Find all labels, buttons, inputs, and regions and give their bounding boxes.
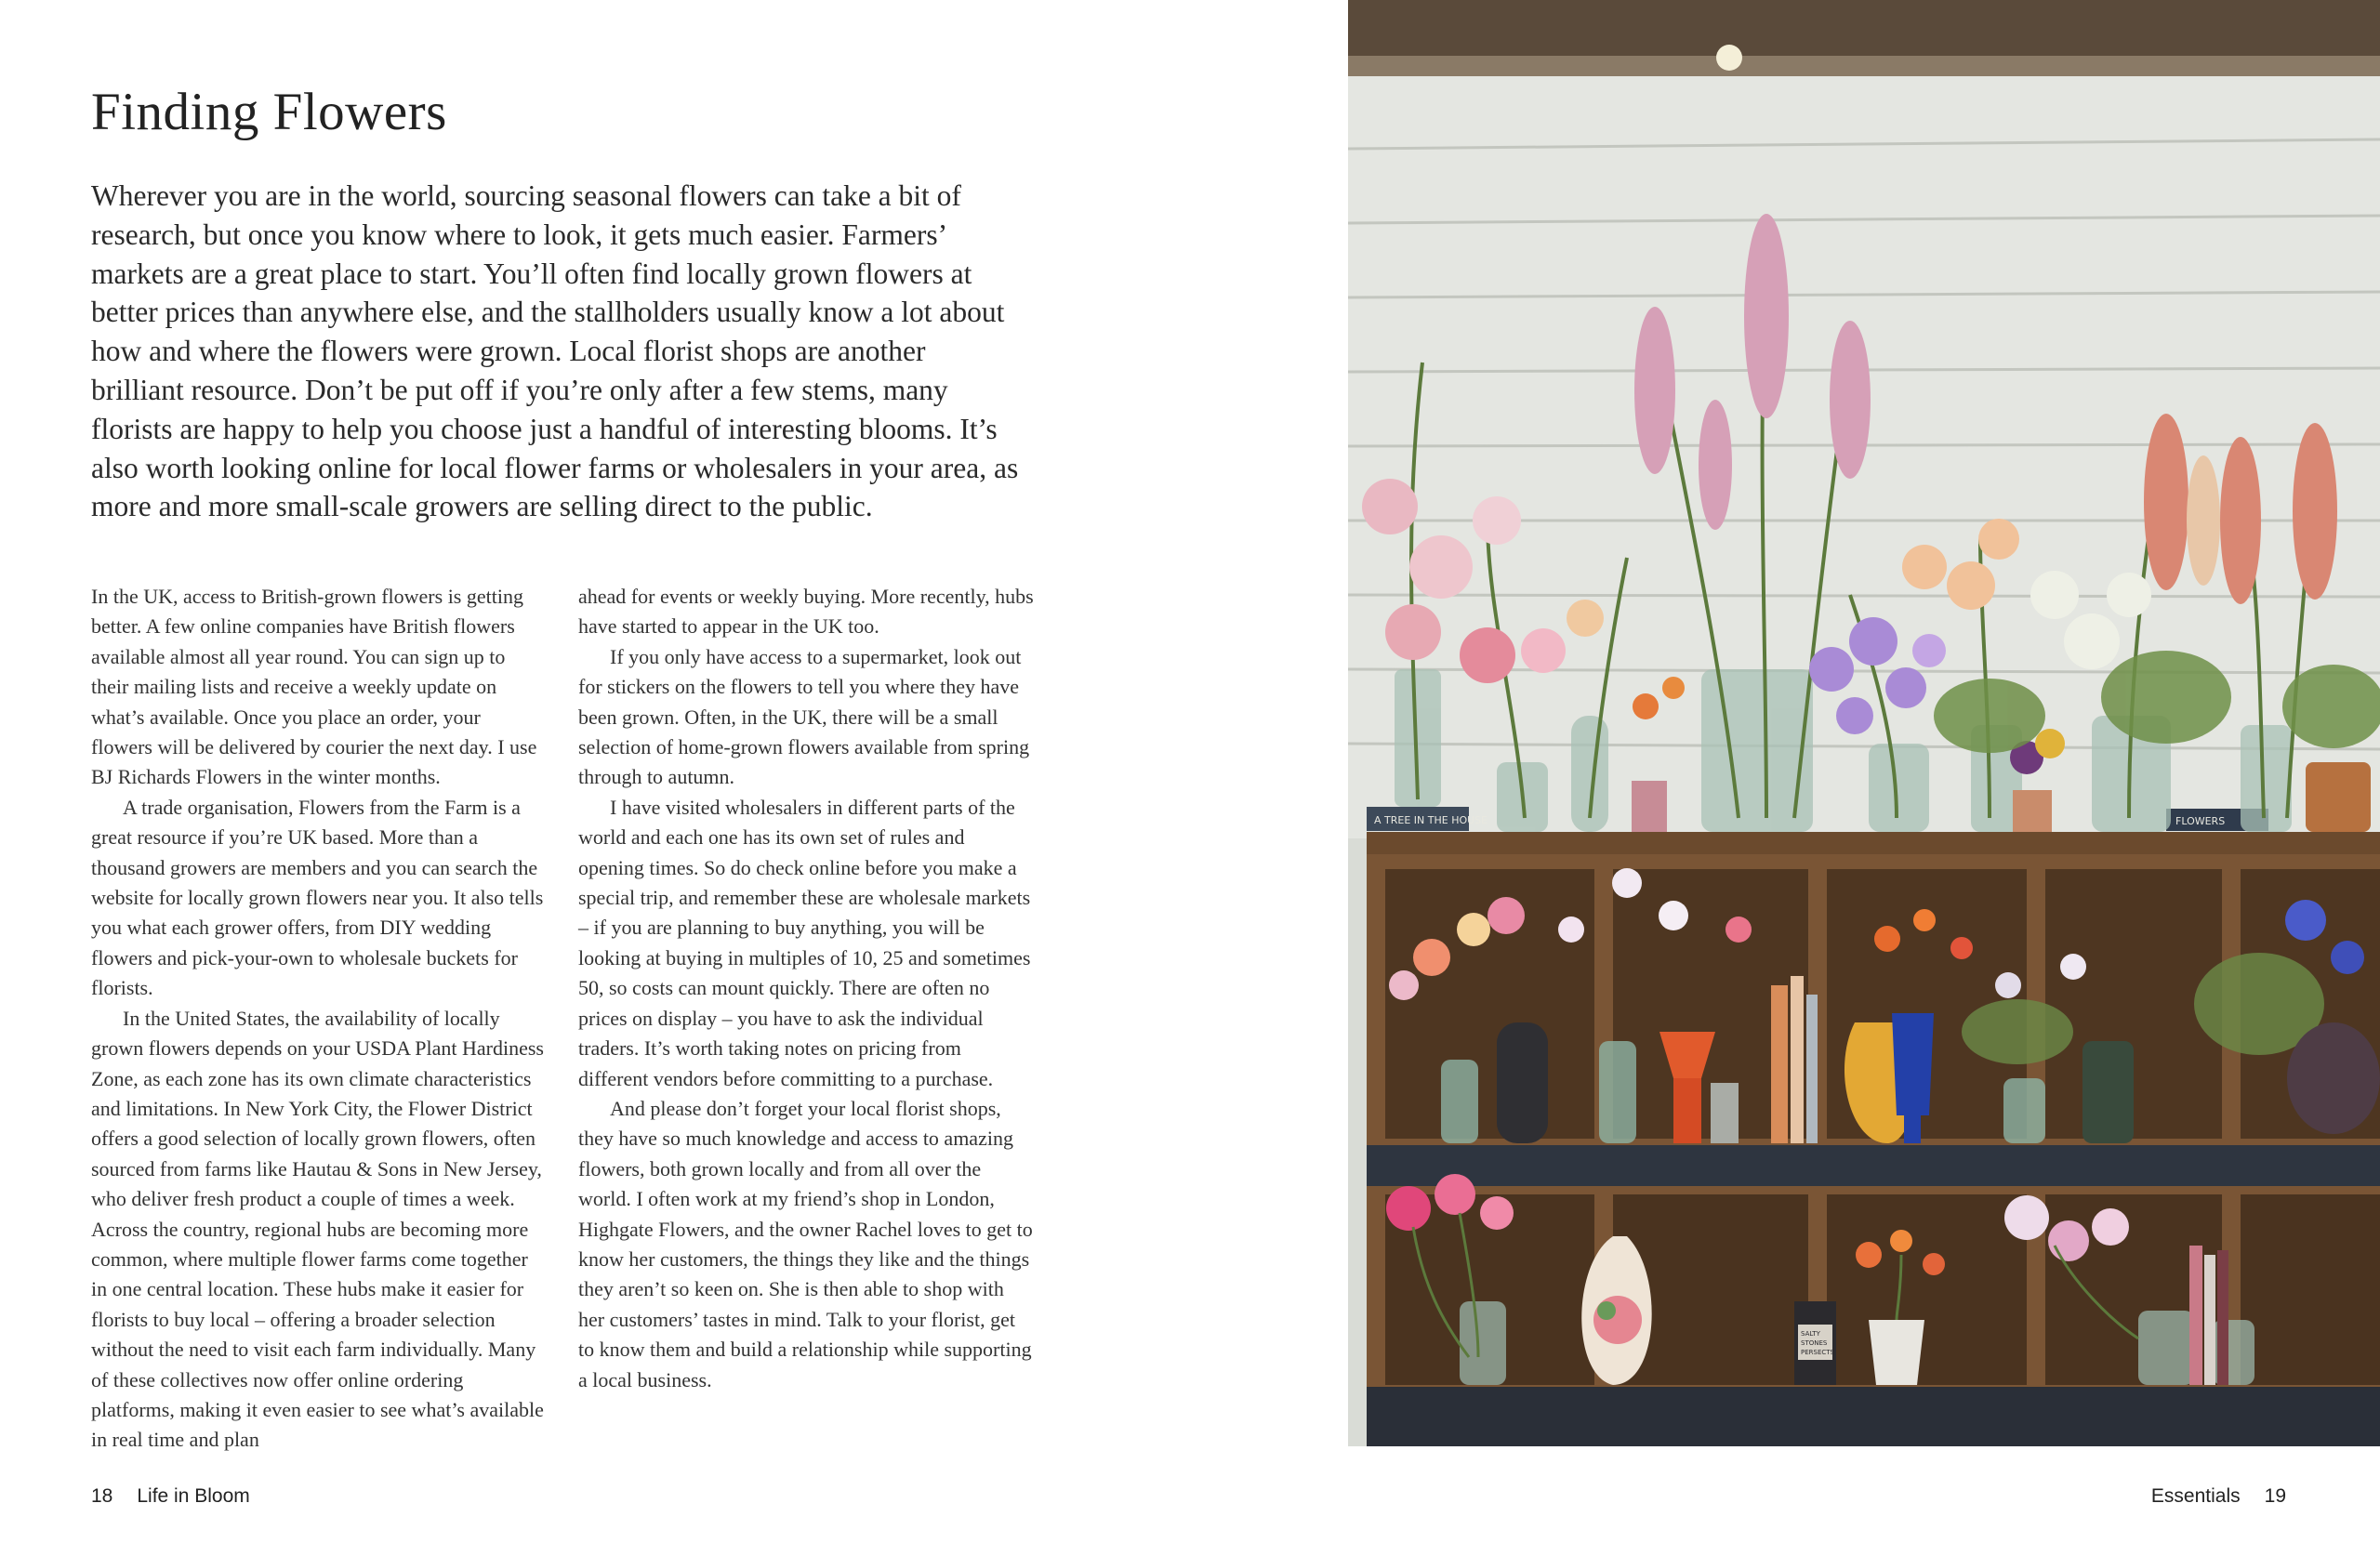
jar-label-text: SALTY xyxy=(1801,1330,1820,1338)
footer-right xyxy=(2151,1485,2286,1508)
running-head-right: Essentials xyxy=(2150,1485,2241,1507)
page-title: Finding Flowers xyxy=(91,83,447,141)
body-paragraph: ahead for events or weekly buying. More recently, hubs have started to appear in the UK too. xyxy=(578,585,1034,639)
jar-label-text: STONES xyxy=(1801,1339,1828,1347)
book-spine-text: A TREE IN THE HOUSE xyxy=(1374,814,1488,826)
body-column-right xyxy=(578,582,1034,1395)
body-paragraph: If you only have access to a supermarket, look out for stickers on the flowers to tell you where they have been grown. Often, in the UK, there will be a small selection of home-grown flowers available from spring through to autumn. xyxy=(578,644,1030,789)
jar-label-text: PERSECTS xyxy=(1801,1349,1834,1356)
body-paragraph: And please don’t forget your local florist shops, they have so much knowledge and access to amazing flowers, both grown locally and from all over the world. I often work at my friend’s shop in London, Highgate Flowers, and the owner Rachel loves to get to know her customers, the things they like and the things they aren’t so keen on. She is then able to shop with her customers’ tastes in mind. Talk to your florist, get to know them and build a relationship while supporting a local business. xyxy=(578,1096,1033,1391)
footer-left xyxy=(91,1485,250,1508)
intro-paragraph: Wherever you are in the world, sourcing seasonal flowers can take a bit of research, but once you know where to look, it gets much easier. Farmers’ markets are a great place to start. You’ll often find locally grown flowers at better prices than anywhere else, and the stallholders usually know a lot about how and where the flowers were grown. Local florist shops are another brilliant resource. Don’t be put off if you’re only after a few stems, many florists are happy to help you choose just a handful of interesting blooms. It’s also worth looking online for local flower farms or wholesalers in your area, as more and more small-scale growers are selling direct to the public. xyxy=(91,179,1019,523)
body-paragraph: A trade organisation, Flowers from the Farm is a great resource if you’re UK based. More than a thousand growers are members and you can search the website for locally grown flowers near you. It also tells you what each grower offers, from DIY wedding flowers and pick-your-own to wholesale buckets for florists. xyxy=(91,795,544,1000)
body-column-left xyxy=(91,582,547,1456)
book-spine-text: FLOWERS xyxy=(2175,815,2226,827)
page-number-left: 18 xyxy=(91,1485,113,1507)
body-paragraph: In the United States, the availability of locally grown flowers depends on your USDA Plant Hardiness Zone, as each zone has its own climate characteristics and limitations. In New York City, the Flower District offers a good selection of locally grown flowers, often sourced from farms like Hautau & Sons in New Jersey, who deliver fresh product a couple of times a week. Across the country, regional hubs are becoming more common, where multiple flower farms come together in one central location. These hubs make it easier for florists to buy local – offering a broader selection without the need to visit each farm individually. Many of these collectives now offer online ordering platforms, making it even easier to see what’s available in real time and plan xyxy=(91,1006,544,1452)
flower-shelf-photo xyxy=(1348,0,2380,1446)
page-number-right: 19 xyxy=(2264,1485,2286,1507)
running-head-left: Life in Bloom xyxy=(137,1485,250,1507)
body-paragraph: In the UK, access to British-grown flowers is getting better. A few online companies have British flowers available almost all year round. You can sign up to their mailing lists and receive a weekly update on what’s available. Once you place an order, your flowers will be delivered by courier the next day. I use BJ Richards Flowers in the winter months. xyxy=(91,585,537,789)
body-paragraph: I have visited wholesalers in different parts of the world and each one has its own set of rules and opening times. So do check online before you make a special trip, and remember these are wholesale markets – if you are planning to buy anything, you will be looking at buying in multiples of 10, 25 and sometimes 50, so costs can mount quickly. There are often no prices on display – you have to ask the individual traders. It’s worth taking notes on pricing from different vendors before committing to a purchase. xyxy=(578,795,1031,1090)
